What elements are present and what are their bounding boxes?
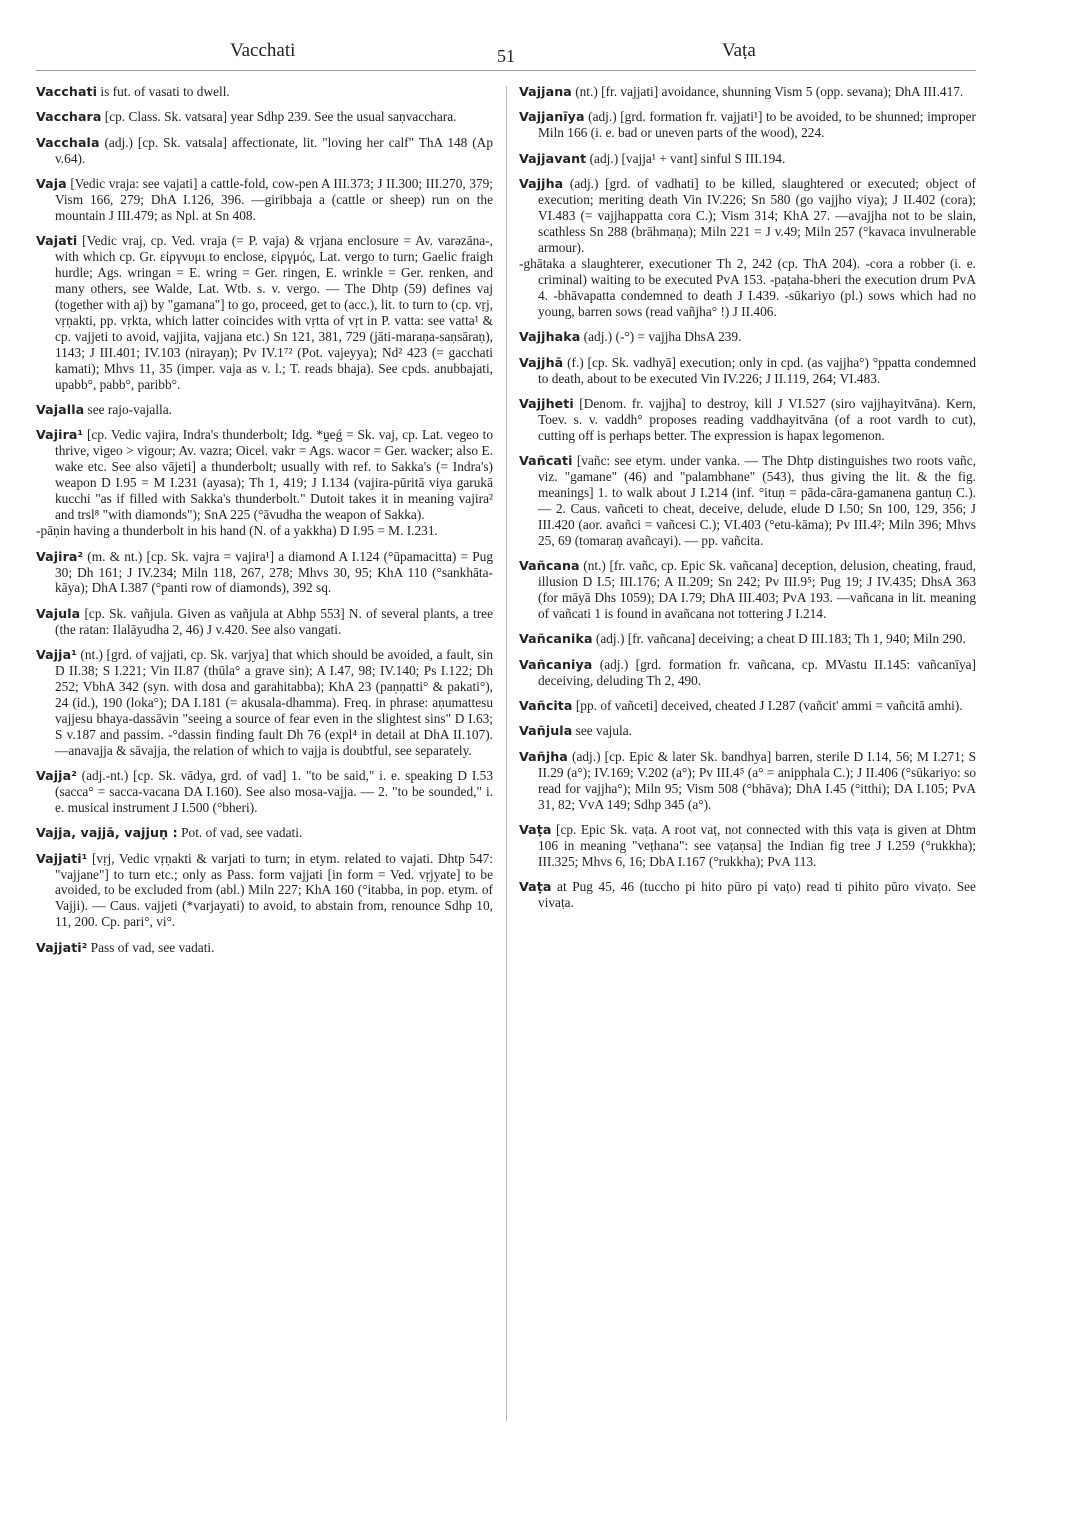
entry-text: [Denom. fr. vajjha] to destroy, kill J VI.527 (siro vajjhayitvāna). Kern, Toev. s. v. vaddh° proposes reading vaddhayitvāna (of a root vardh to cut), cutting off is perhaps better. The expression is hapax legomenon. bbox=[538, 396, 976, 443]
dictionary-entry bbox=[519, 631, 976, 647]
headword: Vajjha bbox=[519, 176, 564, 192]
headword: Vajja, vajjā, vajjuṇ : bbox=[36, 825, 178, 841]
dictionary-entry bbox=[36, 109, 493, 125]
headword: Vajja¹ bbox=[36, 647, 77, 663]
headword: Vacchala bbox=[36, 134, 100, 150]
header-right-guideword: Vaṭa bbox=[722, 40, 756, 61]
entry-text: is fut. of vasati to dwell. bbox=[97, 84, 230, 99]
dictionary-entry bbox=[36, 647, 493, 758]
dictionary-entry bbox=[519, 879, 976, 911]
dictionary-entry bbox=[36, 135, 493, 167]
entry-text: (nt.) [fr. vañc, cp. Epic Sk. vañcana] deception, delusion, cheating, fraud, illusion D I.5; III.176; A II.209; Sn 242; Pv III.9⁵; Pug 19; J IV.435; DhsA 363 (for māyā Dhs 1059); DA I.79; DhA III.403; PvA 193. —vañcana in lit. meaning of vañcati 1 is found in avañcana not tottering J I.214. bbox=[538, 558, 976, 621]
page-header bbox=[0, 38, 1073, 78]
entry-text: (adj.) [grd. formation fr. vañcana, cp. MVastu II.145: vañcanīya] deceiving, deluding Th 2, 490. bbox=[538, 656, 976, 688]
headword: Vaja bbox=[36, 176, 67, 192]
entry-text: [cp. Sk. vañjula. Given as vañjula at Abhp 553] N. of several plants, a tree (the ratan: Ilalāyudha 2, 46) J v.420. See also vangati. bbox=[55, 605, 493, 637]
entry-text: (adj.) [fr. vañcana] deceiving; a cheat D III.183; Th 1, 940; Miln 290. bbox=[592, 631, 966, 647]
dictionary-entry bbox=[36, 176, 493, 224]
dictionary-entry bbox=[36, 940, 493, 956]
dictionary-entry bbox=[519, 396, 976, 444]
dictionary-entry bbox=[36, 402, 493, 418]
headword: Vajjavant bbox=[519, 150, 587, 166]
dictionary-entry bbox=[36, 606, 493, 638]
dictionary-entry bbox=[36, 768, 493, 816]
dictionary-entry bbox=[519, 109, 976, 141]
dictionary-entry bbox=[519, 355, 976, 387]
headword: Vajula bbox=[36, 605, 81, 621]
headword: Vaṭa bbox=[519, 879, 552, 895]
entry-text: (adj.) [grd. formation fr. vajjati¹] to be avoided, to be shunned; improper Miln 166 (i. e. bad or uneven parts of the wood), 224. bbox=[538, 109, 976, 141]
dictionary-entry bbox=[36, 851, 493, 931]
headword: Vañcana bbox=[519, 558, 580, 574]
headword: Vañcati bbox=[519, 453, 573, 469]
entry-text: (adj.) [vajja¹ + vant] sinful S III.194. bbox=[586, 150, 786, 166]
dictionary-entry bbox=[36, 233, 493, 392]
entry-text: (adj.) [grd. of vadhati] to be killed, slaughtered or executed; object of execution; meriting death Vin IV.226; Sn 580 (go vajjho viya); J II.402 (cora); VI.483 (= vajjhappatta cora C.); Vism 314; KhA 27. —avajjha not to be slain, scathless Sn 288 (brāhmaṇa); Miln 221 = J v.49; Miln 257 (°kavaca invulnerable armour). bbox=[538, 176, 976, 255]
entry-text: (nt.) [grd. of vajjati, cp. Sk. varjya] that which should be avoided, a fault, sin D II.38; S I.221; Vin II.87 (thūla° a grave sin); A I.47, 98; IV.140; Ps I.122; Dh 252; VbhA 342 (syn. with dosa and garahitabba); KhA 23 (paṇṇatti° & pakati°), 24 (id.), 190 (loka°); DA I.181 (= akusala-dhamma). Freq. in phrase: aṇumattesu vajjesu bhaya-dassāvin "seeing a source of fear even in the slightest sins" D I.63; S v.187 and passim. -°dassin finding fault Dh 76 (expl⁴ in detail at DhA II.107). —anavajja & sāvajja, the relation of which to vajja is doubtful, see separately. bbox=[55, 647, 493, 758]
sub-entry bbox=[519, 256, 976, 320]
right-column bbox=[519, 84, 976, 920]
headword: Vajira¹ bbox=[36, 427, 84, 443]
headword: Vajalla bbox=[36, 401, 85, 417]
dictionary-entry bbox=[36, 427, 493, 522]
entry-text: [cp. Vedic vajira, Indra's thunderbolt; Idg. *ṷeǵ = Sk. vaj, cp. Lat. vegeo to thrive, vigeo > vigour; Av. vazra; Oicel. vakr = Ags. wacor = Ger. wacker; also E. wake etc. See also vājeti] a thunderbolt; usually with ref. to Sakka's (= Indra's) weapon D I.95 = M I.231 (ayasa); Th 1, 419; J I.134 (vajira-pūritā viya garukā kucchi "as if filled with Sakka's thunderbolt." Dutoit takes it in meaning vajira² and trsl⁸ "with diamonds"); SnA 225 (°āvudha the weapon of Sakka). bbox=[55, 427, 493, 522]
dictionary-entry bbox=[519, 176, 976, 256]
entry-text: [vṛj, Vedic vṛṇakti & varjati to turn; in etym. related to vajati. Dhtp 547: "vajjane"] to turn etc.; only as Pass. form vajjati [in form = Ved. vṛjyate] to be avoided, to be excluded from (abl.) Miln 227; KhA 160 (°itabba, in pop. etym. of Vajji). — Caus. vajjeti (*varjayati) to avoid, to abstain from, renounce Sdhp 10, 11, 200. Cp. pari°, vi°. bbox=[55, 850, 493, 930]
dictionary-entry bbox=[519, 329, 976, 345]
dictionary-entry bbox=[519, 558, 976, 622]
dictionary-entry bbox=[519, 749, 976, 813]
entry-text: (adj.-nt.) [cp. Sk. vādya, grd. of vad] 1. "to be said," i. e. speaking D I.53 (sacca° = sacca-vacana DA I.160). See also mosa-vajja. — 2. "to be sounded," i. e. musical instrument J I.500 (°bheri). bbox=[55, 768, 493, 815]
dictionary-entry bbox=[519, 657, 976, 689]
headword: Vajati bbox=[36, 233, 78, 249]
headword: Vañjula bbox=[519, 723, 573, 739]
entry-text: [vañc: see etym. under vanka. — The Dhtp distinguishes two roots vañc, viz. "gamane" (46) and "palambhane" (543), thus giving the lit. & the fig. meanings] 1. to walk about J I.214 (inf. °ituṇ = pāda-cāra-gamanena gantuṇ C.). — 2. Caus. vañceti to cheat, deceive, delude, elude D I.50; Sn 100, 129, 356; J III.420 (aor. avañci = vañcesi C.); VI.403 (°etu-kāma); Pv III.4²; Miln 396; Mhvs 25, 69 (tomaraṇ avañcayi). — pp. vañcita. bbox=[538, 453, 976, 548]
entry-text: see rajo-vajalla. bbox=[84, 401, 172, 417]
entry-text: [Vedic vraj, cp. Ved. vraja (= P. vaja) & vṛjana enclosure = Av. varəzāna-, with which cp. Gr. εἰργνυμι to enclose, εἰργμός, Lat. vergo to turn; Gaelic fraigh hurdle; Ags. wringan = E. wring = Ger. ringen, E. wrinkle = Ger. renken, and many others, see Walde, Lat. Wtb. s. v. vergo. — The Dhtp (59) defines vaj (together with aj) by "gamana"] to go, proceed, get to (acc.), lit. to turn to (cp. vṛj, vṛṇakti, pp. vṛkta, which latter coincides with vṛtta of vṛt in P. vatta: see vatta¹ & cp. vajjeti to avoid, vajjita, vajjana etc.) Sn 121, 381, 729 (jāti-maraṇa-saṇsāraṇ), 1143; J III.401; IV.103 (nirayaṇ); Pv IV.1⁷² (Pot. vajeyya); Nd² 423 (= gacchati kamati); Mhvs 11, 35 (imper. vaja as v. l.; T. reads bhaja). See cpds. anubbajati, upabb°, pabb°, paribb°. bbox=[55, 233, 493, 392]
entry-text: [Vedic vraja: see vajati] a cattle-fold, cow-pen A III.373; J II.300; III.270, 379; Vism 166, 279; DhA I.126, 396. —giribbaja a (cattle or sheep) run on the mountain J III.479; as Npl. at Sn 408. bbox=[55, 176, 493, 223]
headword: Vajja² bbox=[36, 768, 77, 784]
entry-text: (f.) [cp. Sk. vadhyā] execution; only in cpd. (as vajjha°) °ppatta condemned to death, about to be executed Vin IV.226; J II.119, 264; VI.483. bbox=[538, 354, 976, 386]
entry-text: see vajula. bbox=[572, 723, 632, 739]
headword: Vañcita bbox=[519, 698, 573, 713]
headword: Vajira² bbox=[36, 548, 84, 564]
entry-text: [cp. Epic Sk. vaṭa. A root vaṭ, not connected with this vaṭa is given at Dhtm 106 in meaning "veṭhana": see vaṭaṇsa] the Indian fig tree J I.259 (°rukkha); III.325; Mhvs 6, 16; DbA I.167 (°rukkha); PvA 113. bbox=[538, 821, 976, 869]
entry-text: [cp. Class. Sk. vatsara] year Sdhp 239. See the usual saṇvacchara. bbox=[101, 109, 457, 125]
header-left-guideword: Vacchati bbox=[230, 40, 296, 61]
left-column bbox=[36, 84, 493, 965]
entry-text: (nt.) [fr. vajjati] avoidance, shunning Vism 5 (opp. sevana); DhA III.417. bbox=[571, 84, 964, 99]
entry-text: (adj.) [cp. Sk. vatsala] affectionate, lit. "loving her calf" ThA 148 (Ap v.64). bbox=[55, 134, 493, 166]
headword: Vañcaniya bbox=[519, 656, 593, 672]
headword: Vañjha bbox=[519, 748, 568, 764]
dictionary-entry bbox=[36, 549, 493, 597]
headword: Vajjati¹ bbox=[36, 850, 88, 866]
dictionary-entry bbox=[519, 723, 976, 739]
header-rule bbox=[36, 70, 976, 71]
dictionary-entry bbox=[36, 825, 493, 841]
dictionary-entry bbox=[36, 84, 493, 100]
entry-text: (m. & nt.) [cp. Sk. vajra = vajira¹] a diamond A I.124 (°ūpamacitta) = Pug 30; Dh 161; J IV.234; Miln 118, 267, 278; Mhvs 30, 95; KhA 110 (°sankhāta-kāya); DhA I.387 (°panti row of diamonds), 392 sq. bbox=[55, 548, 493, 596]
entry-text: Pot. of vad, see vadati. bbox=[177, 825, 303, 841]
page-number: 51 bbox=[497, 46, 515, 66]
dictionary-entry bbox=[519, 453, 976, 548]
headword: Vañcanika bbox=[519, 631, 593, 647]
dictionary-entry bbox=[519, 151, 976, 167]
headword: Vacchati bbox=[36, 84, 98, 99]
dictionary-entry bbox=[519, 822, 976, 870]
dictionary-entry bbox=[519, 84, 976, 100]
headword: Vajjati² bbox=[36, 939, 88, 955]
headword: Vajjhā bbox=[519, 354, 564, 370]
headword: Vajjheti bbox=[519, 396, 574, 411]
entry-text: (adj.) [cp. Epic & later Sk. bandhya] barren, sterile D I.14, 56; M I.271; S II.29 (a°); IV.169; V.202 (a°); Pv III.4⁵ (a° = anipphala C.); J II.406 (°sūkariyo: so read for vajjha°); Miln 95; Vism 508 (°bhāva); DhA I.45 (°itthi); DA I.105; PvA 31, 82; VvA 149; Sdhp 345 (a°). bbox=[538, 748, 976, 812]
headword: Vajjana bbox=[519, 84, 572, 99]
sub-entry bbox=[36, 523, 493, 539]
headword: Vajjanīya bbox=[519, 109, 585, 125]
headword: Vajjhaka bbox=[519, 329, 581, 345]
dictionary-entry bbox=[519, 698, 976, 714]
headword: Vacchara bbox=[36, 109, 102, 125]
entry-text: at Pug 45, 46 (tuccho pi hito pūro pi vaṭo) read ti pihito pūro vivaṭo. See vivaṭa. bbox=[538, 879, 976, 911]
entry-text: [pp. of vañceti] deceived, cheated J I.287 (vañcit' ammi = vañcitā amhi). bbox=[572, 698, 963, 713]
entry-text: (adj.) (-°) = vajjha DhsA 239. bbox=[580, 329, 742, 345]
entry-text: -ghātaka a slaughterer, executioner Th 2, 242 (cp. ThA 204). -cora a robber (i. e. criminal) waiting to be executed PvA 153. -paṭaha-bheri the execution drum PvA 4. -bhāvapatta condemned to death J I.439. -sūkariyo (pl.) sows which had no young, barren sows (read vañjha° !) J II.406. bbox=[519, 256, 976, 319]
entry-text: -pāṇin having a thunderbolt in his hand (N. of a yakkha) D I.95 = M. I.231. bbox=[36, 523, 438, 539]
entry-text: Pass of vad, see vadati. bbox=[87, 939, 215, 955]
headword: Vaṭa bbox=[519, 821, 552, 837]
column-divider bbox=[506, 86, 507, 1421]
